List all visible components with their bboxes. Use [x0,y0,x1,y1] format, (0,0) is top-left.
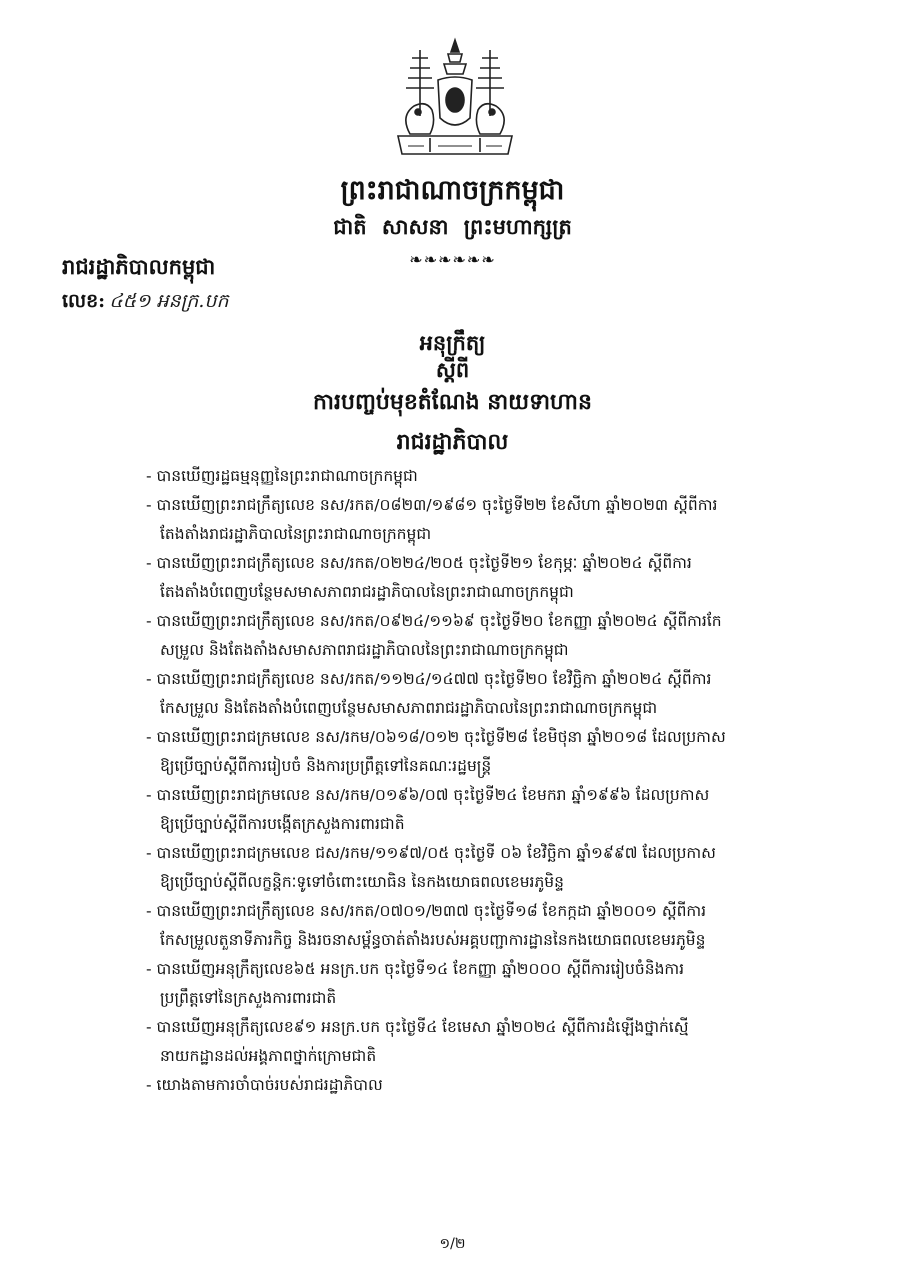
clause-line: កែសម្រួលតួនាទីភារកិច្ច និងរចនាសម្ព័ន្ធចាត់តាំងរបស់អគ្គបញ្ជាការដ្ឋាននៃកងយោធពលខេមរភូមិន្ទ [160,931,706,949]
page-number: ១/២ [439,1236,466,1252]
clause-line: តែងតាំងរាជរដ្ឋាភិបាលនៃព្រះរាជាណាចក្រកម្ពុជា [160,525,432,543]
ornament-divider: ❧❧❧❧❧❧ [409,250,496,269]
authority-heading: រាជរដ្ឋាភិបាល [396,429,509,455]
royal-coat-of-arms-emblem [380,36,530,166]
clause-line: - បានឃើញព្រះរាជក្រឹត្យលេខ នស/រកត/០២២៤/២០៥ ចុះថ្ងៃទី២១ ខែកុម្ភៈ ឆ្នាំ២០២៤ ស្តីពីការ [146,554,692,572]
issuing-government: រាជរដ្ឋាភិបាលកម្ពុជា [62,254,216,279]
about-label: ស្តីពី [435,357,470,382]
clause-line: - បានឃើញព្រះរាជក្រមលេខ នស/រកម/០៦១៨/០១២ ចុះថ្ងៃទី២៨ ខែមិថុនា ឆ្នាំ២០១៨ ដែលប្រកាស [146,728,726,746]
clause-line: ឱ្យប្រើច្បាប់ស្តីពីលក្ខន្តិកៈទូទៅចំពោះយោធិន នៃកងយោធពលខេមរភូមិន្ទ [160,873,564,891]
clause-line: តែងតាំងបំពេញបន្ថែមសមាសភាពរាជរដ្ឋាភិបាលនៃព្រះរាជាណាចក្រកម្ពុជា [160,583,574,601]
clause-line: - បានឃើញព្រះរាជក្រឹត្យលេខ នស/រកត/១១២៤/១៤៧៧ ចុះថ្ងៃទី២០ ខែវិច្ឆិកា ឆ្នាំ២០២៤ ស្តីពីការ [146,670,712,688]
clause-line: - យោងតាមការចាំបាច់របស់រាជរដ្ឋាភិបាល [146,1076,383,1094]
national-motto: ជាតិ សាសនា ព្រះមហាក្សត្រ [333,214,572,239]
clause-line: - បានឃើញព្រះរាជក្រឹត្យលេខ នស/រកត/០៧០១/២៣៧ ចុះថ្ងៃទី១៨ ខែកក្កដា ឆ្នាំ២០០១ ស្តីពីការ [146,902,707,920]
clause-line: - បានឃើញព្រះរាជក្រមលេខ នស/រកម/០១៩៦/០៧ ចុះថ្ងៃទី២៤ ខែមករា ឆ្នាំ១៩៩៦ ដែលប្រកាស [146,786,710,804]
document-type-title: អនុក្រឹត្យ [419,330,486,355]
kingdom-heading: ព្រះរាជាណាចក្រកម្ពុជា [340,175,565,206]
clause-line: សម្រួល និងតែងតាំងសមាសភាពរាជរដ្ឋាភិបាលនៃព្រះរាជាណាចក្រកម្ពុជា [160,641,569,659]
clause-line: - បានឃើញអនុក្រឹត្យលេខ៦៥ អនក្រ.បក ចុះថ្ងៃទី១៤ ខែកញ្ញា ឆ្នាំ២០០០ ស្តីពីការរៀបចំនិងការ [146,960,685,978]
clause-line: នាយកដ្ឋានដល់អង្គភាពថ្នាក់ក្រោមជាតិ [160,1047,377,1065]
clause-line: កែសម្រួល និងតែងតាំងបំពេញបន្ថែមសមាសភាពរាជរដ្ឋាភិបាលនៃព្រះរាជាណាចក្រកម្ពុជា [160,699,658,717]
reference-label: លេខ: [62,290,106,312]
clause-line: ប្រព្រឹត្តទៅនៃក្រសួងការពារជាតិ [160,989,337,1007]
subject-title: ការបញ្ចប់មុខតំណែង នាយទាហាន [313,389,592,415]
clause-line: ឱ្យប្រើច្បាប់ស្តីពីការរៀបចំ និងការប្រព្រឹត្តទៅនៃគណៈរដ្ឋមន្ត្រី [160,757,492,775]
clause-line: - បានឃើញរដ្ឋធម្មនុញ្ញនៃព្រះរាជាណាចក្រកម្ពុជា [146,467,418,485]
clause-line: - បានឃើញព្រះរាជក្រមលេខ ជស/រកម/១១៩៧/០៥ ចុះថ្ងៃទី ០៦ ខែវិច្ឆិកា ឆ្នាំ១៩៩៧ ដែលប្រកាស [146,844,716,862]
clause-line: - បានឃើញព្រះរាជក្រឹត្យលេខ នស/រកត/០៩២៤/១១៦៩ ចុះថ្ងៃទី២០ ខែកញ្ញា ឆ្នាំ២០២៤ ស្តីពីការកែ [146,612,722,630]
reference-line [62,289,229,317]
reference-number: ៤៥១ អនក្រ.បក [109,290,229,312]
clause-line: ឱ្យប្រើច្បាប់ស្តីពីការបង្កើតក្រសួងការពារជាតិ [160,815,405,833]
clause-line: - បានឃើញព្រះរាជក្រឹត្យលេខ នស/រកត/០៨២៣/១៩៨១ ចុះថ្ងៃទី២២ ខែសីហា ឆ្នាំ២០២៣ ស្តីពីការ [146,496,718,514]
preamble-clauses [146,462,846,1100]
clause-line: - បានឃើញអនុក្រឹត្យលេខ៩១ អនក្រ.បក ចុះថ្ងៃទី៤ ខែមេសា ឆ្នាំ២០២៤ ស្តីពីការដំឡើងថ្នាក់ស្មើ [146,1018,689,1036]
